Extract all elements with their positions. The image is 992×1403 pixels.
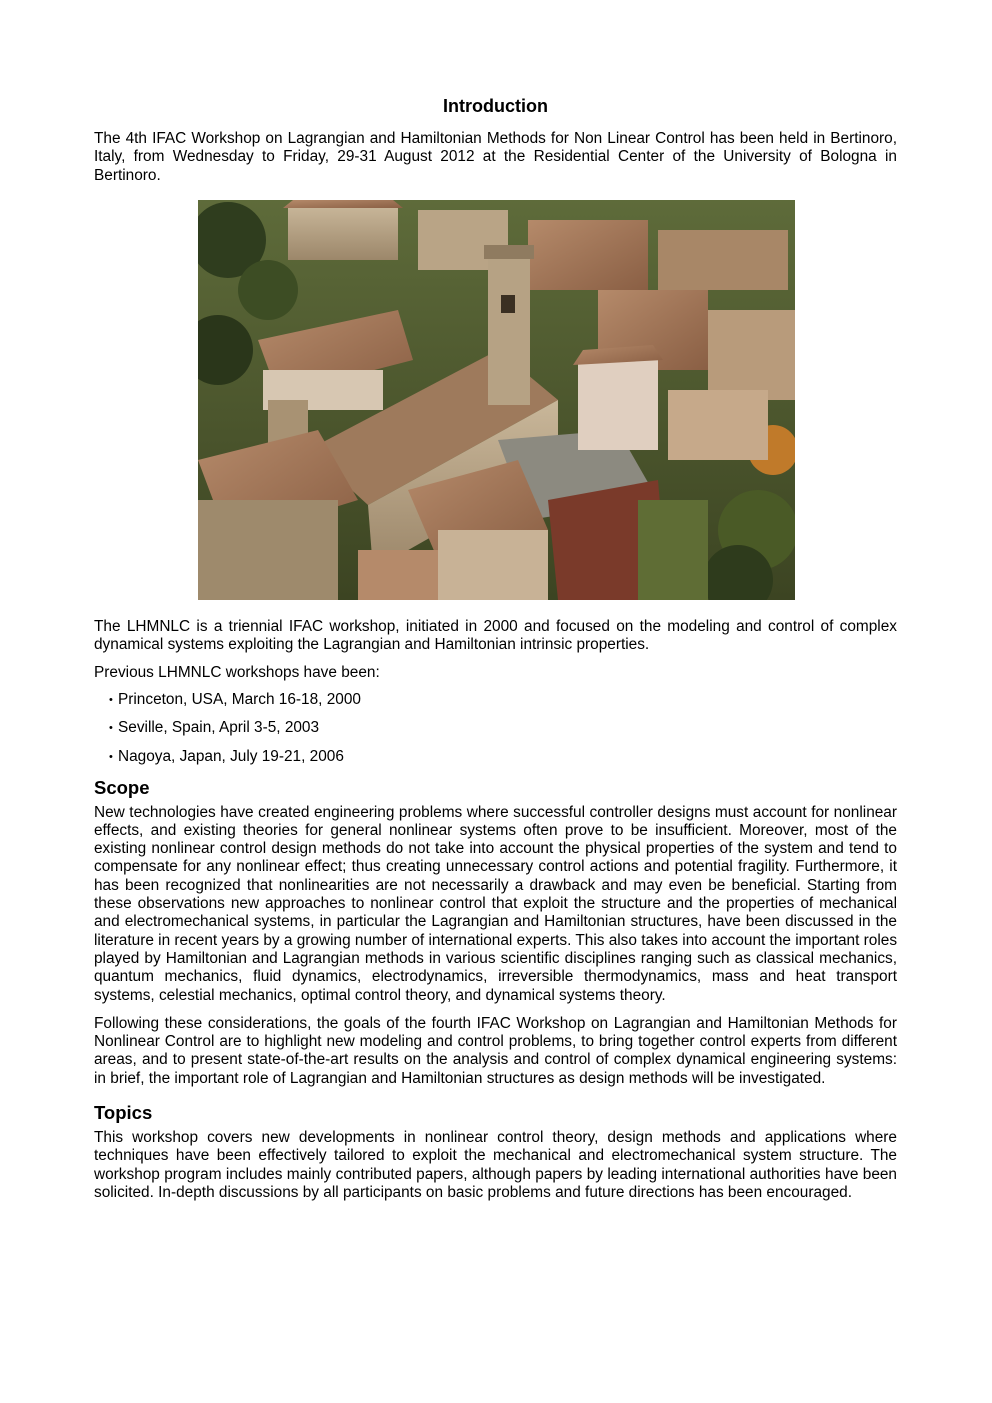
topics-paragraph: This workshop covers new developments in nonlinear control theory, design methods and applications where techniques have been effectively tailored to exploit the mechanical and electromechanical system structure. The workshop program includes mainly contributed papers, although papers by leading international authorities have been solicited. In-depth discussions by all participants on basic problems and future directions has been encouraged. [94,1129,897,1201]
bullet-icon: • [109,722,113,735]
previous-workshops-intro: Previous LHMNLC workshops have been: [94,664,380,682]
document-page [94,94,897,1202]
scope-paragraph-1: New technologies have created engineering problems where successful controller designs must account for nonlinear effects, and existing theories for general nonlinear systems often prove to be insufficient. Moreover, most of the existing nonlinear control design methods do not take into account the physical properties of the system and tend to compensate for any nonlinear effect; thus creating unnecessary control actions and potential fragility. Furthermore, it has been recognized that nonlinearities are not necessarily a drawback and may even be beneficial. Starting from these observations new approaches to nonlinear control that exploit the structure and the properties of mechanical and electromechanical systems, in particular the Lagrangian and Hamiltonian structures, have been discussed in the literature in recent years by a growing number of international experts. This also takes into account the important roles played by Hamiltonian and Lagrangian methods in various scientific disciplines ranging such as classical mechanics, quantum mechanics, fluid dynamics, electrodynamics, irreversible thermodynamics, mass and heat transport systems, celestial mechanics, optimal control theory, and dynamical systems theory. [94,803,898,1004]
scope-paragraph-2: Following these considerations, the goals of the fourth IFAC Workshop on Lagrangian and Hamiltonian Methods for Nonlinear Control are to highlight new modeling and control problems, to bring together control experts from different areas, and to present state-of-the-art results on the analysis and control of complex dynamical engineering systems: in brief, the important role of Lagrangian and Hamiltonian structures as design methods will be investigated. [94,1014,897,1087]
lhmnlc-paragraph: The LHMNLC is a triennial IFAC workshop, initiated in 2000 and focused on the modeling and control of complex dynamical systems exploiting the Lagrangian and Hamiltonian intrinsic properties. [94,617,897,654]
intro-paragraph: The 4th IFAC Workshop on Lagrangian and Hamiltonian Methods for Non Linear Control has been held in Bertinoro, Italy, from Wednesday to Friday, 29-31 August 2012 at the Residential Center of the University of Bologna in Bertinoro. [94,130,897,184]
previous-workshops-list [94,691,897,766]
bullet-icon: • [109,750,113,763]
list-item: • Princeton, USA, March 16-18, 2000 [109,690,361,708]
topics-heading: Topics [94,1102,153,1124]
scope-heading: Scope [94,776,150,798]
bertinoro-aerial-photo [198,200,795,600]
page-title: Introduction [443,96,548,116]
list-item: • Nagoya, Japan, July 19-21, 2006 [109,747,344,765]
list-item: • Seville, Spain, April 3-5, 2003 [109,719,320,737]
bullet-icon: • [109,693,113,706]
